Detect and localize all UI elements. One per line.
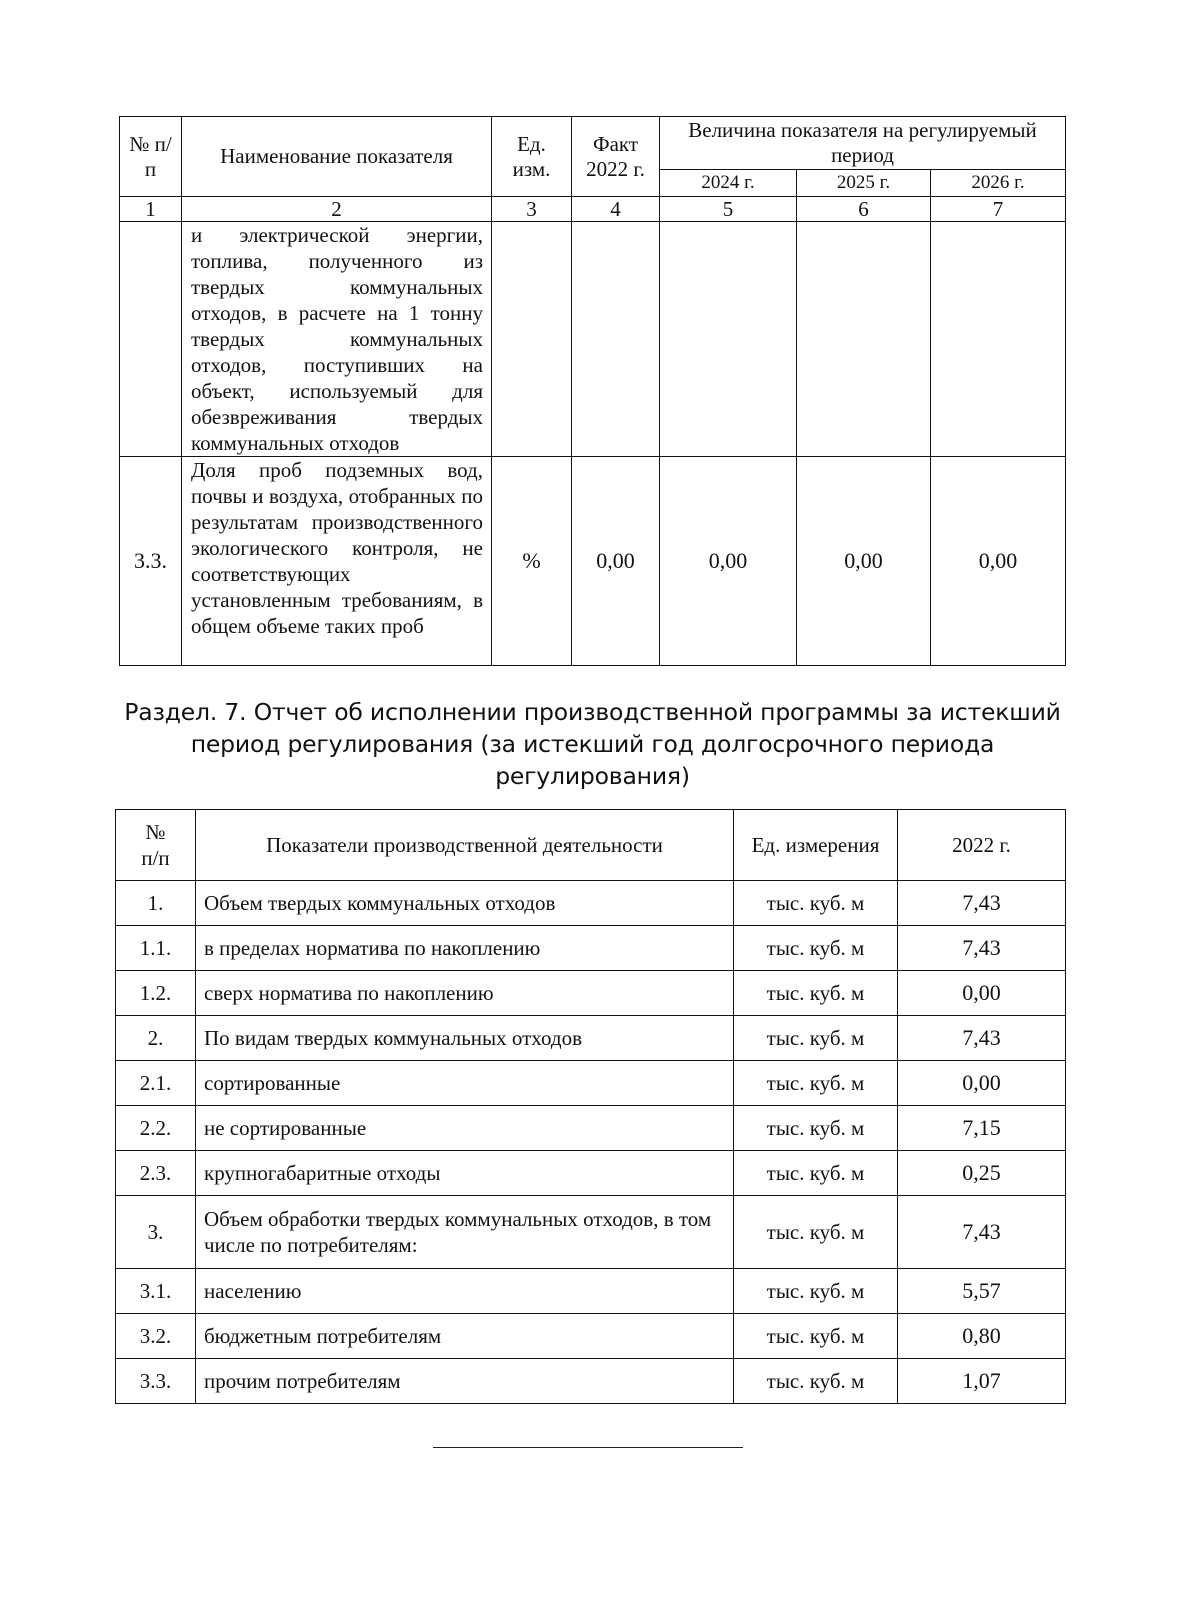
row-name: бюджетным потребителям: [196, 1314, 734, 1359]
row-num: 3.3.: [116, 1359, 196, 1404]
production-report-table: [115, 809, 1066, 1404]
row-value: 7,43: [898, 1016, 1066, 1061]
row-value: 0,25: [898, 1151, 1066, 1196]
header-num: № п/п: [120, 117, 182, 197]
empty-cell: [660, 222, 797, 457]
row-unit: тыс. куб. м: [734, 1196, 898, 1269]
row-unit: тыс. куб. м: [734, 1314, 898, 1359]
row-name: в пределах норматива по накоплению: [196, 926, 734, 971]
text-line: твердых коммунальных: [191, 327, 483, 351]
section-heading: [120, 696, 1065, 792]
row-num: 1.2.: [116, 971, 196, 1016]
row-value: 7,43: [898, 1196, 1066, 1269]
row-name: не сортированные: [196, 1106, 734, 1151]
column-number-row: [120, 197, 1066, 222]
col-number: 5: [660, 197, 797, 222]
empty-cell: [797, 222, 931, 457]
header-year-2026: 2026 г.: [931, 170, 1066, 197]
text-line: объект, используемый для: [191, 379, 483, 403]
table-row: [116, 881, 1066, 926]
row-num: 2.2.: [116, 1106, 196, 1151]
table-row: [120, 222, 1066, 457]
end-divider: [433, 1447, 743, 1448]
row-name: По видам твердых коммунальных отходов: [196, 1016, 734, 1061]
row-name: прочим потребителям: [196, 1359, 734, 1404]
row-value: 0,00: [898, 971, 1066, 1016]
row-num: 3.1.: [116, 1269, 196, 1314]
row-name: населению: [196, 1269, 734, 1314]
row-num: [120, 222, 182, 457]
text-line: твердых коммунальных: [191, 275, 483, 299]
row-value: 7,43: [898, 881, 1066, 926]
text-line: и электрической энергии,: [191, 223, 483, 247]
row-name: крупногабаритные отходы: [196, 1151, 734, 1196]
header-regulated-period: Величина показателя на регулируемый период: [660, 117, 1066, 170]
text-line: обезвреживания твердых: [191, 405, 483, 429]
row-unit: тыс. куб. м: [734, 971, 898, 1016]
table-row: [116, 1061, 1066, 1106]
table-row: [120, 457, 1066, 666]
header-year-2024: 2024 г.: [660, 170, 797, 197]
row-unit: тыс. куб. м: [734, 1106, 898, 1151]
row-name: Доля проб подземных вод, почвы и воздуха, отобранных по результатам производственного экологического контроля, не соответствующих установленным требованиям, в общем объеме таких проб: [182, 457, 492, 666]
row-num: 1.1.: [116, 926, 196, 971]
table-row: [116, 926, 1066, 971]
empty-cell: [572, 222, 660, 457]
header-name: Наименование показателя: [182, 117, 492, 197]
row-value: 7,15: [898, 1106, 1066, 1151]
row-num: 2.: [116, 1016, 196, 1061]
table-row: [116, 1314, 1066, 1359]
row-unit: тыс. куб. м: [734, 1269, 898, 1314]
heading-line: Раздел. 7. Отчет об исполнении производственной программы за истекший: [124, 698, 1061, 726]
heading-line: регулирования): [495, 762, 690, 790]
text-line: коммунальных отходов: [191, 431, 400, 455]
col-number: 3: [492, 197, 572, 222]
text-line: топлива, полученного из: [191, 249, 483, 273]
row-value-2024: 0,00: [660, 457, 797, 666]
row-unit: тыс. куб. м: [734, 881, 898, 926]
row-num: 2.1.: [116, 1061, 196, 1106]
table-row: [116, 1016, 1066, 1061]
row-num: 3.: [116, 1196, 196, 1269]
header-year-2025: 2025 г.: [797, 170, 931, 197]
row-num: 2.3.: [116, 1151, 196, 1196]
col-number: 1: [120, 197, 182, 222]
table-row: [116, 1269, 1066, 1314]
heading-line: период регулирования (за истекший год долгосрочного периода: [190, 730, 995, 758]
row-value-2025: 0,00: [797, 457, 931, 666]
table-row: [116, 1151, 1066, 1196]
row-name: [182, 222, 492, 457]
table-row: [116, 971, 1066, 1016]
row-unit: тыс. куб. м: [734, 1359, 898, 1404]
header-unit: Ед. изм.: [492, 117, 572, 197]
row-name: Объем обработки твердых коммунальных отходов, в том числе по потребителям:: [196, 1196, 734, 1269]
text-line: отходов, поступивших на: [191, 353, 483, 377]
row-fact: 0,00: [572, 457, 660, 666]
row-value: 7,43: [898, 926, 1066, 971]
row-unit: тыс. куб. м: [734, 1016, 898, 1061]
row-value-2026: 0,00: [931, 457, 1066, 666]
header-unit: Ед. измерения: [734, 810, 898, 881]
table-row: [116, 1106, 1066, 1151]
row-unit: тыс. куб. м: [734, 926, 898, 971]
row-name: сортированные: [196, 1061, 734, 1106]
col-number: 6: [797, 197, 931, 222]
header-num: № п/п: [116, 810, 196, 881]
row-value: 0,00: [898, 1061, 1066, 1106]
header-name: Показатели производственной деятельности: [196, 810, 734, 881]
empty-cell: [931, 222, 1066, 457]
text-line: отходов, в расчете на 1 тонну: [191, 301, 483, 325]
table-row: [116, 1359, 1066, 1404]
indicators-table: [119, 116, 1066, 666]
table-row: [116, 1196, 1066, 1269]
row-value: 1,07: [898, 1359, 1066, 1404]
row-num: 3.2.: [116, 1314, 196, 1359]
row-value: 0,80: [898, 1314, 1066, 1359]
empty-cell: [492, 222, 572, 457]
header-fact: Факт 2022 г.: [572, 117, 660, 197]
col-number: 4: [572, 197, 660, 222]
row-unit: тыс. куб. м: [734, 1151, 898, 1196]
row-unit: тыс. куб. м: [734, 1061, 898, 1106]
col-number: 7: [931, 197, 1066, 222]
row-num: 3.3.: [120, 457, 182, 666]
col-number: 2: [182, 197, 492, 222]
row-value: 5,57: [898, 1269, 1066, 1314]
row-name: Объем твердых коммунальных отходов: [196, 881, 734, 926]
row-unit: %: [492, 457, 572, 666]
row-name: сверх норматива по накоплению: [196, 971, 734, 1016]
header-year: 2022 г.: [898, 810, 1066, 881]
row-num: 1.: [116, 881, 196, 926]
